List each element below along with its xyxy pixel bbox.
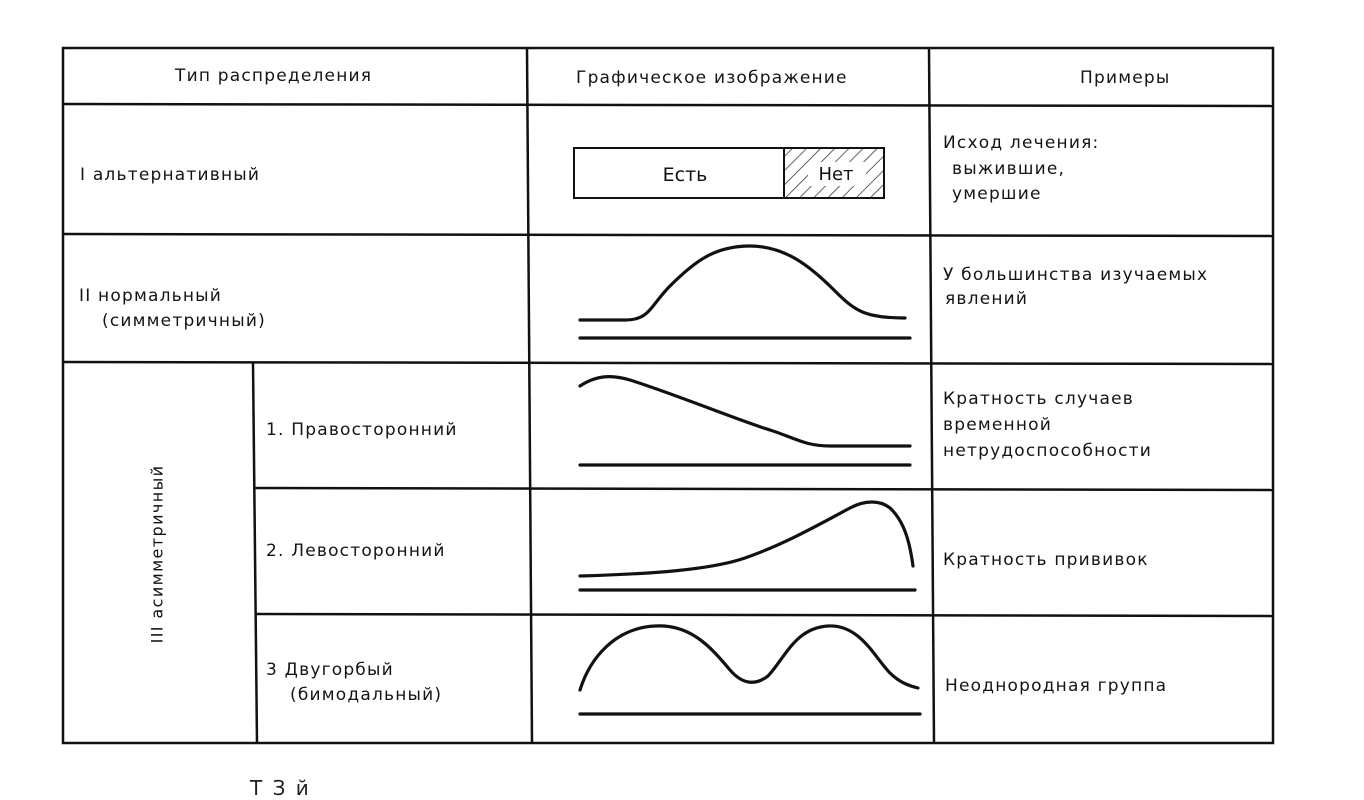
right-skewed-curve-graphic [570,366,920,476]
bimodal-curve-graphic [570,618,925,723]
header-examples: Примеры [1080,68,1171,88]
row-bimodal-example-1: Неоднородная группа [945,676,1168,696]
row-alt-example-1: Исход лечения: [943,133,1100,153]
header-type: Тип распределения [175,66,373,86]
row-alt-type: I альтернативный [80,165,261,185]
bar-no-label: Нет [818,164,854,185]
row-alt-example-3: умершие [952,184,1042,204]
row-asymmetric-group-label: III асимметричный [147,464,167,644]
row-left-example-1: Кратность прививок [943,550,1149,570]
row-alt-example-2: выжившие, [952,159,1066,179]
row-left-type: 2. Левосторонний [266,541,446,561]
row-normal-example-1: У большинства изучаемых [943,265,1209,285]
row-bimodal-type-2: (бимодальный) [290,685,443,705]
row-bimodal-type-1: 3 Двугорбый [266,660,394,680]
left-skewed-curve-graphic [570,494,925,599]
row-right-example-3: нетрудоспособности [943,441,1152,461]
header-graph: Графическое изображение [576,68,848,88]
alternative-bar-graphic [570,144,890,202]
row-normal-type-2: (симметричный) [102,311,266,331]
figure-caption-fragment: Т З й [250,776,311,800]
normal-curve-graphic [570,236,920,356]
bar-yes-label: Есть [662,164,708,186]
row-normal-example-2: явлений [945,289,1029,309]
row-right-example-1: Кратность случаев [943,389,1134,409]
row-right-type: 1. Правосторонний [266,420,458,440]
row-normal-type-1: II нормальный [79,286,223,306]
row-right-example-2: временной [943,415,1053,435]
